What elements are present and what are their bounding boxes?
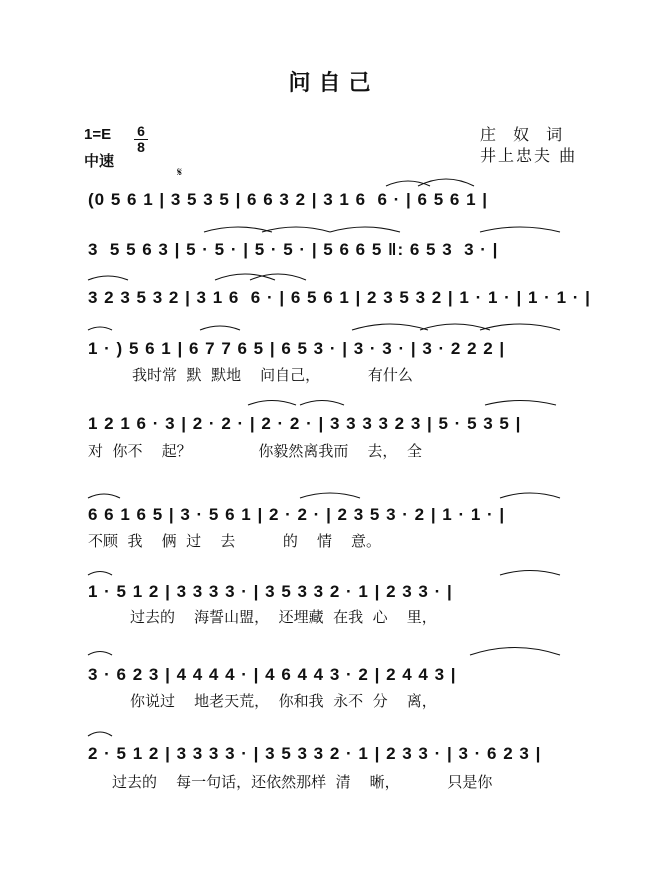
time-signature-top: 6: [137, 123, 145, 139]
slur: [262, 227, 330, 232]
score-row-7-lyrics: 过去的 海誓山盟， 还埋藏 在我 心 里，: [130, 608, 437, 626]
slur: [300, 493, 360, 498]
tempo-marking: 中速: [84, 153, 115, 170]
slur: [88, 572, 112, 576]
score-row-7-notes: 1 · 5 1 2 | 3 3 3 3 · | 3 5 3 3 2 · 1 | 2 3 3 · |: [88, 582, 453, 601]
slur: [420, 324, 490, 330]
slur: [500, 571, 560, 576]
score-row-2-notes: 3 5 5 6 3 | 5 · 5 · | 5 · 5 · | 5 6 6 5 ‖: 6 5 3 3 · |: [88, 240, 499, 259]
slur: [204, 227, 272, 232]
score-row-4-lyrics: 我时常 默 默地 问自己， 有什么: [132, 366, 413, 384]
slur: [480, 324, 560, 330]
segno-sign: 𝄋: [177, 165, 183, 179]
slur: [200, 326, 240, 330]
score-row-1-notes: (0 5 6 1 | 3 5 3 5 | 6 6 3 2 | 3 1 6 6 · | 6 5 6 1 |: [88, 190, 488, 209]
score-row-5-notes: 1 2 1 6 · 3 | 2 · 2 · | 2 · 2 · | 3 3 3 3 2 3 | 5 · 5 3 5 |: [88, 414, 522, 433]
slur: [480, 227, 560, 232]
slur: [88, 732, 112, 736]
score-row-4-notes: 1 · ) 5 6 1 | 6 7 7 6 5 | 6 5 3 · | 3 · 3 · | 3 · 2 2 2 |: [88, 339, 506, 358]
lyricist-credit: 庄 奴 词: [480, 125, 569, 144]
score-row-9-notes: 2 · 5 1 2 | 3 3 3 3 · | 3 5 3 3 2 · 1 | 2 3 3 · | 3 · 6 2 3 |: [88, 744, 542, 763]
score-row-5-lyrics: 对 你不 起？ 你毅然离我而 去， 全: [88, 442, 422, 460]
slur: [485, 401, 556, 406]
slur: [470, 648, 560, 656]
score-row-8-notes: 3 · 6 2 3 | 4 4 4 4 · | 4 6 4 4 3 · 2 | 2 4 4 3 |: [88, 665, 457, 684]
slur: [500, 493, 560, 498]
score-row-3-notes: 3 2 3 5 3 2 | 3 1 6 6 · | 6 5 6 1 | 2 3 5 3 2 | 1 · 1 · | 1 · 1 · |: [88, 288, 591, 307]
slur: [88, 327, 112, 330]
slur: [248, 401, 296, 406]
slur: [88, 494, 120, 498]
song-title: 问自己: [288, 70, 379, 96]
score-row-6-notes: 6 6 1 6 5 | 3 · 5 6 1 | 2 · 2 · | 2 3 5 3 · 2 | 1 · 1 · |: [88, 505, 506, 524]
score-row-6-lyrics: 不顾 我 俩 过 去 的 情 意。: [88, 532, 382, 550]
score-row-9-lyrics: 过去的 每一句话，还依然那样 清 晰， 只是你: [112, 773, 493, 791]
score-row-8-lyrics: 你说过 地老天荒， 你和我 永不 分 离，: [130, 692, 437, 710]
time-signature-bottom: 8: [137, 139, 145, 155]
key-signature: 1=E: [84, 126, 112, 143]
composer-credit: 井上忠夫 曲: [480, 146, 578, 165]
slur: [88, 652, 112, 656]
slur: [88, 276, 128, 280]
slur: [300, 401, 344, 406]
slur: [352, 324, 428, 330]
slur: [330, 227, 400, 232]
